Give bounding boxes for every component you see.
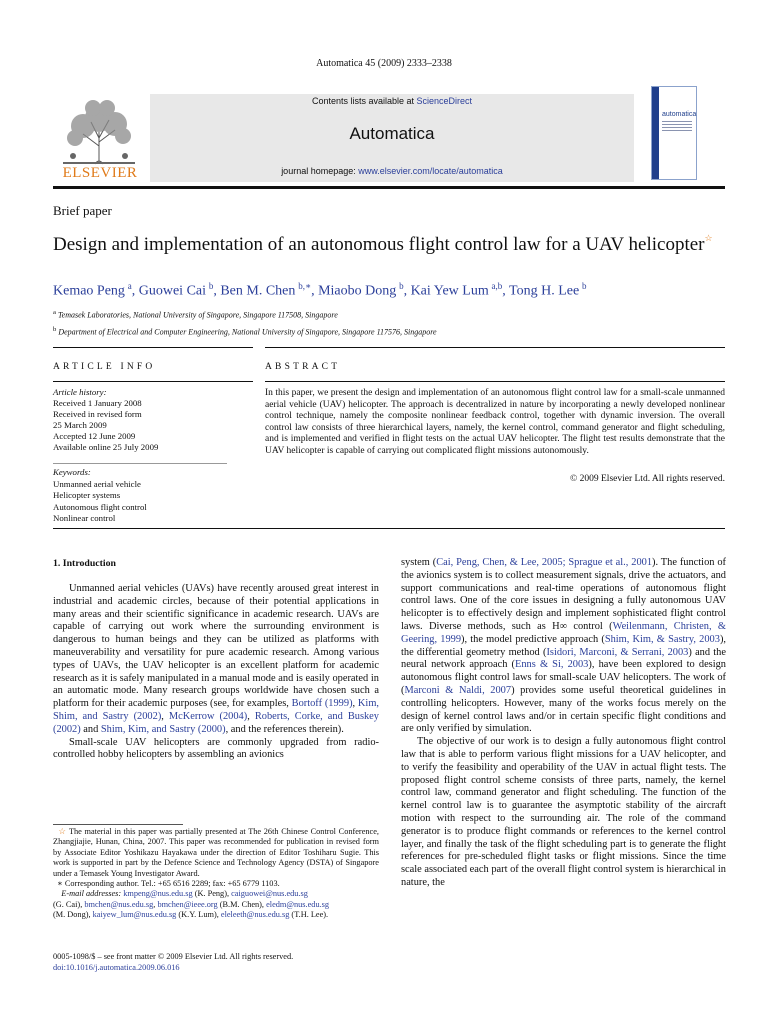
- section-heading: 1. Introduction: [53, 558, 116, 569]
- title-footnote-mark[interactable]: ☆: [704, 233, 713, 243]
- journal-homepage-link[interactable]: www.elsevier.com/locate/automatica: [358, 166, 503, 176]
- paragraph: Small-scale UAV helicopters are commonly upgraded from radio-controlled hobby helicopters by assembling an avionics: [53, 736, 379, 761]
- keyword: Unmanned aerial vehicle: [53, 478, 141, 489]
- sciencedirect-link[interactable]: ScienceDirect: [416, 96, 473, 106]
- citation-link[interactable]: Shim, Kim, and Sastry (2000): [100, 723, 226, 735]
- contents-line: Contents lists available at ScienceDirect: [311, 96, 473, 106]
- email-link[interactable]: bmchen@nus.edu.sg: [84, 899, 154, 909]
- email-link[interactable]: caiguowei@nus.edu.sg: [231, 889, 308, 899]
- paper-title: Design and implementation of an autonomous flight control law for a UAV helicopter☆: [53, 233, 713, 255]
- affiliations: [53, 306, 437, 339]
- author-name[interactable]: Kemao Peng: [53, 283, 125, 299]
- paragraph: system (Cai, Peng, Chen, & Lee, 2005; Sprague et al., 2001). The function of the avionics system is to collect measurement signals, drive the actuators, and support communications and real-time operations of autonomous flight control laws. One of the core issues in designing a fully autonomous UAV helicopter is to effectively design and implement sophisticated flight control laws. Diverse methods, such as H∞ control (Weilenmann, Christen, & Geering, 1999), the model predictive approach (Shim, Kim, & Sastry, 2003), the differential geometry method (Isidori, Marconi, & Serrani, 2003) and the neural network approach (Enns & Si, 2003), have been explored to design autonomous flight control laws for small-scale UAV helicopters. The work of (Marconi & Naldi, 2007) provides some useful theoretical guidelines in controlling helicopters. However, many of the works focus merely on the design of kernel control laws and/or in certain specific flight conditions and are only verified by simulation.: [401, 557, 727, 735]
- journal-homepage-line: journal homepage: www.elsevier.com/locate/automatica: [281, 166, 503, 176]
- history-item: Received 1 January 2008: [53, 398, 142, 408]
- copyright-notice: © 2009 Elsevier Ltd. All rights reserved.: [570, 474, 725, 484]
- journal-citation: Automatica 45 (2009) 2333–2338: [316, 58, 452, 69]
- header-rule: [53, 186, 725, 189]
- affiliation-mark[interactable]: b,∗: [298, 281, 312, 291]
- email-link[interactable]: kmpeng@nus.edu.sg: [123, 889, 193, 899]
- abstract-heading: ABSTRACT: [265, 362, 341, 372]
- doi-link[interactable]: doi:10.1016/j.automatica.2009.06.016: [53, 963, 180, 972]
- paragraph: The objective of our work is to design a fully autonomous flight control law that is able to perform various flight missions for a UAV helicopter, and to verify the feasibility and operability of the UAV in actual flight tests. The proposed flight control scheme consists of three parts, namely, the kernel control law, command generator and flight scheduling. The function of the kernel control law is to guarantee the asymptotic stability of the aircraft motion with respect to the surrounding air. The role of the command generator is to produce flight commands or references to the kernel control layer, and finally the task of the flight scheduling part is to generate the flight references for pre-scheduled flight tasks or flight missions. Since the time scale associated each part of the overall flight control system is hierarchical in nature, the: [401, 736, 726, 888]
- affiliation-mark[interactable]: a,b: [491, 281, 503, 291]
- divider: [265, 381, 725, 382]
- author-list: Kemao Peng $^a$, Guowei Cai $^b$, Ben M. Chen $^{b,∗}$, Miaobo Dong $^b$, Kai Yew Lum $^{a,b}$, Tong H. Lee $^b$: [53, 281, 587, 299]
- citation-link[interactable]: Roberts, Corke, and Buskey (2002): [53, 710, 379, 735]
- history-item: Available online 25 July 2009: [53, 442, 159, 452]
- article-history: Article history: Received 1 January 2008 Received in revised form 25 March 2009 Accepted 12 June 2009 Available online 25 July 2009: [53, 387, 159, 452]
- affiliation-mark[interactable]: b: [582, 281, 587, 291]
- divider: [53, 381, 253, 382]
- email-link[interactable]: kaiyew_lum@nus.edu.sg: [92, 910, 177, 920]
- footnote-divider: [53, 824, 183, 825]
- footnote-corresponding: ∗ Corresponding author. Tel.: +65 6516 2289; fax: +65 6779 1103.: [53, 879, 280, 889]
- citation-link[interactable]: McKerrow (2004): [168, 710, 248, 722]
- citation-link[interactable]: Enns & Si, 2003: [515, 659, 589, 671]
- journal-name: Automatica: [349, 124, 435, 143]
- journal-cover-thumbnail: automatica: [651, 86, 697, 180]
- footnote-emails: E-mail addresses: kmpeng@nus.edu.sg (K. Peng), caiguowei@nus.edu.sg (G. Cai), bmchen@nus.edu.sg, bmchen@ieee.org (B.M. Chen), eledm@nus.edu.sg (M. Dong), kaiyew_lum@nus.edu.sg (K.Y. Lum), eleleeth@nus.edu.sg (T.H. Lee).: [53, 889, 330, 920]
- author-name[interactable]: Miaobo Dong: [318, 283, 397, 299]
- citation-link[interactable]: Shim, Kim, & Sastry, 2003: [604, 633, 720, 645]
- abstract-text: In this paper, we present the design and implementation of an autonomous flight control law for a small-scale unmanned aerial vehicle (UAV) helicopter. The approach is decentralized in nature by incorporating a newly developed nonlinear control technique, namely the composite nonlinear feedback control, together with dynamic inversion. The overall control law consists of three hierarchical layers, namely, the kernel control, command generator and flight scheduling, and is implemented and verified in flight tests on the actual UAV helicopter. The flight test results demonstrate that the UAV helicopter is capable of carrying out complicated flight missions autonomously.: [265, 388, 725, 456]
- body-right-column: [401, 557, 726, 890]
- affiliation-line: $^a$ Temasek Laboratories, National University of Singapore, Singapore 117508, Singapore: [53, 309, 338, 320]
- keyword: Helicopter systems: [53, 490, 121, 500]
- email-link[interactable]: eleleeth@nus.edu.sg: [220, 910, 290, 920]
- divider: [53, 347, 253, 348]
- article-info-heading: ARTICLE INFO: [53, 362, 156, 372]
- footnote-star: ☆ The material in this paper was partially presented at The 26th Chinese Control Conference, Zhangjiajie, Hunan, China, 2007. This paper was recommended for publication in revised form by Associate Editor Yoshikazu Hayakawa under the direction of Editor Toshiharu Sugie. This work is supported in part by the Defence Science and Technology Agency (DSTA) of Singapore under a Temasek Young Investigator Award.: [53, 827, 379, 878]
- author-name[interactable]: Tong H. Lee: [509, 283, 580, 299]
- footnotes: [53, 827, 379, 921]
- citation-link[interactable]: Kim, Shim, and Sastry (2002): [53, 698, 379, 722]
- divider: [265, 347, 725, 348]
- paragraph: Unmanned aerial vehicles (UAVs) have recently aroused great interest in industrial and academic circles, because of their potential applications in many areas and their scientific significance in academic research. UAVs are capable of carrying out work where the surrounding environment is dangerous to human beings and they can be utilized as platforms with maneuverability and versatility for pure academic research. Among various types of UAVs, the UAV helicopter is an excellent platform for academic research as it is safely manipulated in a manual mode and is easily operated in an automatic mode. Many research groups worldwide have chosen such a platform for their academic purposes (see, for examples, Bortoff (1999), Kim, Shim, and Sastry (2002), McKerrow (2004), Roberts, Corke, and Buskey (2002) and Shim, Kim, and Sastry (2000), and the references therein).: [53, 583, 379, 735]
- author-name[interactable]: Kai Yew Lum: [410, 283, 489, 299]
- citation-link[interactable]: Weilenmann, Christen, & Geering, 1999: [401, 620, 726, 645]
- elsevier-wordmark: ELSEVIER: [62, 165, 138, 181]
- issn-line: 0005-1098/$ – see front matter © 2009 Elsevier Ltd. All rights reserved. doi:10.1016/j.automatica.2009.06.016: [53, 952, 294, 972]
- history-item: 25 March 2009: [53, 420, 107, 430]
- history-item: Accepted 12 June 2009: [53, 431, 136, 441]
- divider: [53, 528, 725, 529]
- citation-link[interactable]: Isidori, Marconi, & Serrani, 2003: [546, 646, 689, 658]
- affiliation-mark[interactable]: b: [399, 281, 404, 291]
- affiliation-line: $^b$ Department of Electrical and Computer Engineering, National University of Singapore, Singapore 117576, Singapore: [53, 325, 437, 337]
- citation-link[interactable]: Bortoff (1999): [291, 698, 353, 710]
- divider: [53, 463, 227, 464]
- keyword: Autonomous flight control: [53, 501, 147, 512]
- author-name[interactable]: Ben M. Chen: [220, 283, 296, 299]
- affiliation-mark[interactable]: b: [208, 281, 214, 291]
- body-left-column: [53, 583, 379, 762]
- email-link[interactable]: eledm@nus.edu.sg: [266, 899, 330, 909]
- author-name[interactable]: Guowei Cai: [138, 283, 207, 299]
- affiliation-mark[interactable]: a: [127, 281, 132, 291]
- citation-link[interactable]: Marconi & Naldi, 2007: [404, 684, 512, 696]
- keyword: Nonlinear control: [53, 513, 116, 523]
- paper-type: Brief paper: [53, 203, 112, 218]
- email-link[interactable]: bmchen@ieee.org: [157, 899, 218, 909]
- citation-link[interactable]: Cai, Peng, Chen, & Lee, 2005; Sprague et al., 2001: [436, 557, 653, 568]
- keywords: Keywords: Unmanned aerial vehicle Helicopter systems Autonomous flight control Nonlinear control: [53, 467, 147, 523]
- history-item: Received in revised form: [53, 409, 142, 419]
